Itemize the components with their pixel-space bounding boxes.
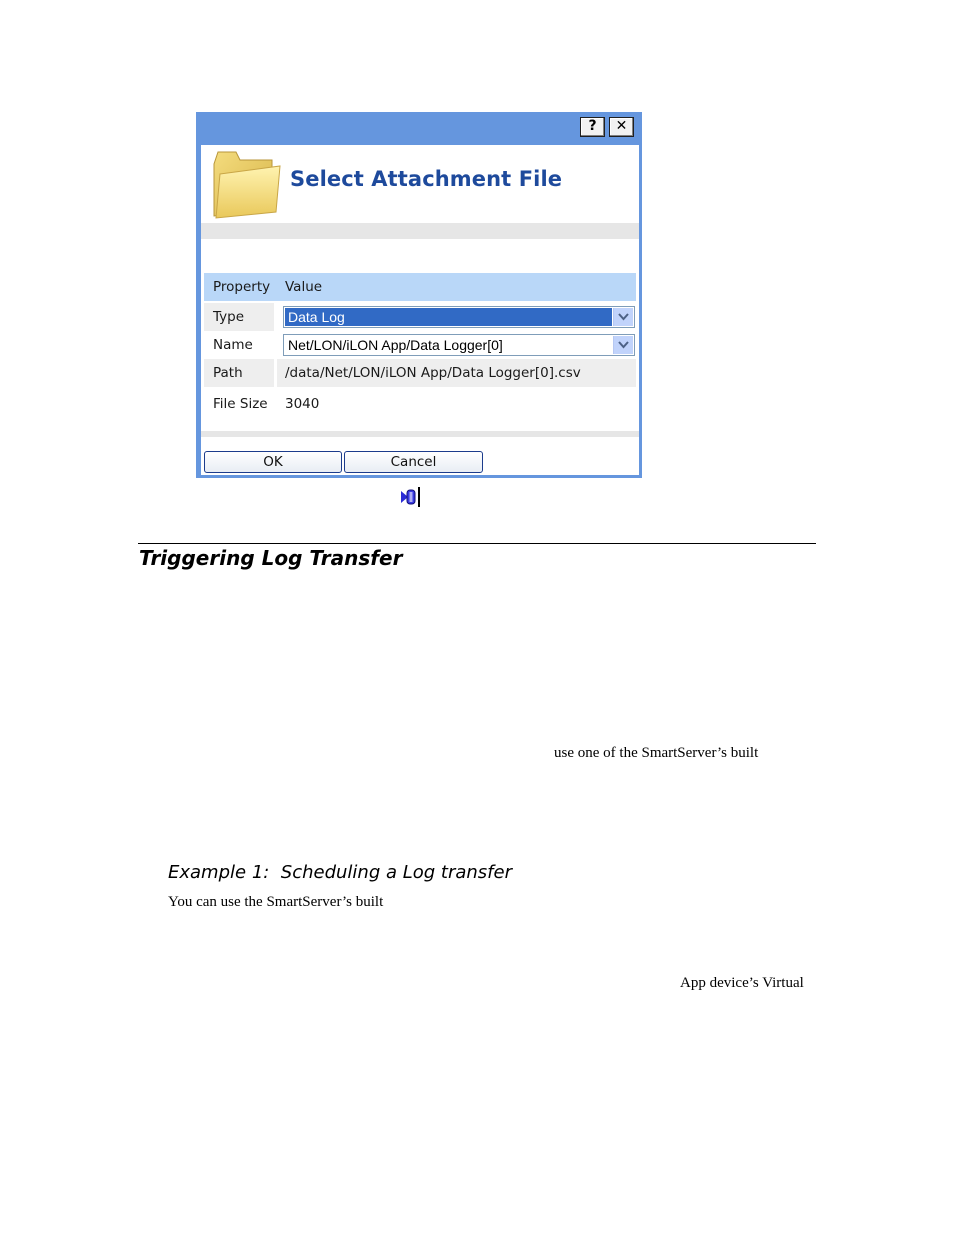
type-select[interactable] bbox=[283, 306, 635, 328]
property-label-file-size: File Size bbox=[213, 396, 268, 412]
table-row-file-size bbox=[204, 390, 636, 418]
path-value: /data/Net/LON/iLON App/Data Logger[0].csv bbox=[277, 359, 636, 387]
debug-marker-icon bbox=[399, 486, 423, 508]
dialog-body bbox=[201, 145, 639, 475]
column-header-property: Property bbox=[204, 273, 274, 301]
name-select[interactable] bbox=[283, 334, 635, 356]
table-row-path bbox=[204, 359, 636, 387]
type-select-value: Data Log bbox=[285, 308, 612, 326]
table-header-row bbox=[204, 273, 636, 301]
help-button[interactable]: ? bbox=[580, 117, 605, 137]
property-label-type: Type bbox=[204, 303, 274, 331]
folder-icon bbox=[210, 148, 284, 220]
column-header-value: Value bbox=[285, 279, 323, 295]
body-text-fragment: App device’s Virtual bbox=[680, 975, 804, 991]
table-row-type bbox=[204, 303, 636, 331]
separator-band bbox=[201, 431, 639, 437]
body-text-fragment: You can use the SmartServer’s built bbox=[168, 894, 384, 910]
dialog-titlebar bbox=[196, 112, 642, 142]
separator-band bbox=[201, 223, 639, 239]
property-label-path: Path bbox=[204, 359, 274, 387]
example-heading: Example 1: Scheduling a Log transfer bbox=[168, 862, 512, 883]
section-divider bbox=[138, 543, 816, 544]
dropdown-arrow-icon[interactable] bbox=[613, 336, 633, 354]
table-row-name bbox=[204, 331, 636, 359]
name-select-value: Net/LON/iLON App/Data Logger[0] bbox=[288, 337, 503, 353]
property-label-name: Name bbox=[213, 337, 253, 353]
body-text-fragment: use one of the SmartServer’s built bbox=[554, 745, 759, 761]
file-size-value: 3040 bbox=[285, 396, 320, 412]
section-heading: Triggering Log Transfer bbox=[139, 546, 403, 570]
cancel-button[interactable]: Cancel bbox=[344, 451, 483, 473]
dropdown-arrow-icon[interactable] bbox=[613, 308, 633, 326]
close-button[interactable]: ✕ bbox=[609, 117, 634, 137]
ok-button[interactable]: OK bbox=[204, 451, 342, 473]
select-attachment-file-dialog bbox=[196, 112, 642, 478]
dialog-title: Select Attachment File bbox=[290, 167, 563, 191]
